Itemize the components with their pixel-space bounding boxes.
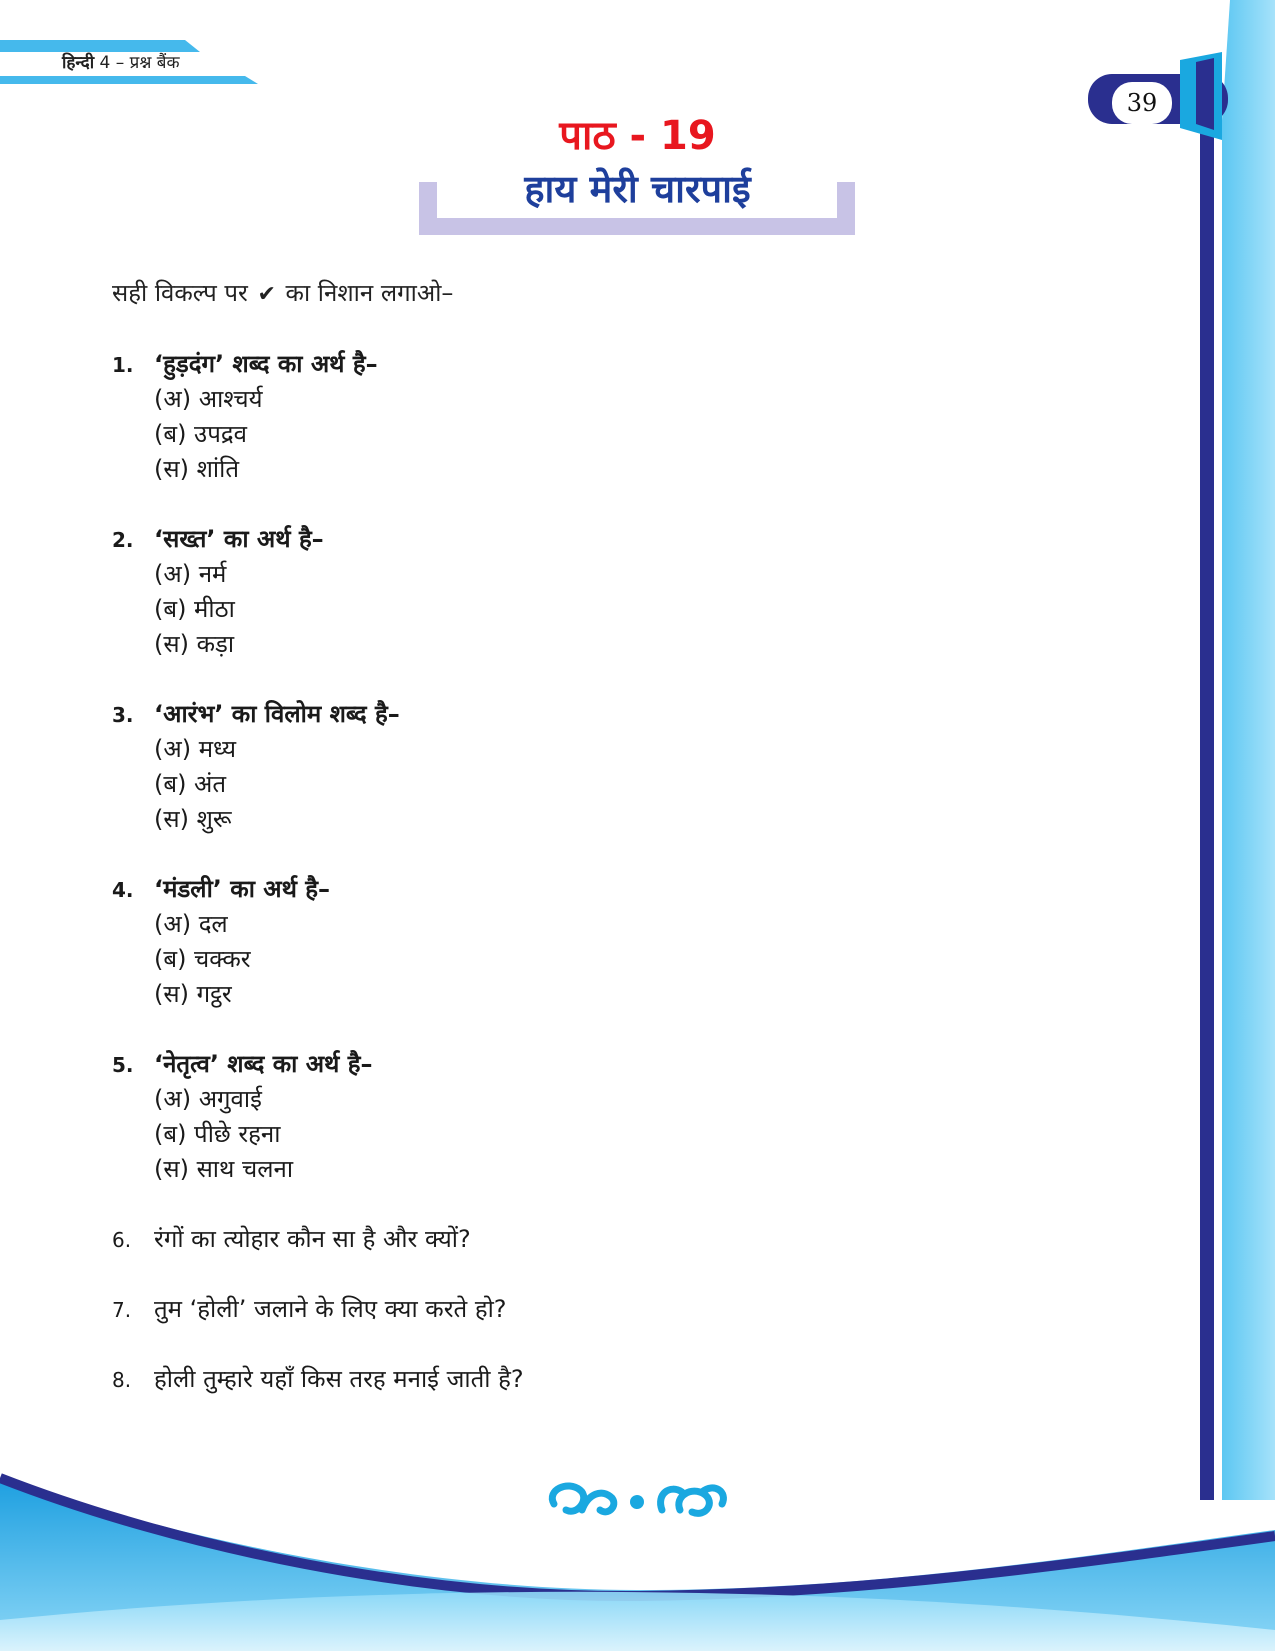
option[interactable]: (अ) दल — [154, 910, 228, 938]
open-question — [112, 1222, 471, 1255]
question-number: 8. — [112, 1368, 132, 1392]
option[interactable]: (स) शुरू — [154, 805, 232, 833]
question-number: 4. — [112, 878, 134, 902]
option[interactable]: (अ) नर्म — [154, 560, 227, 588]
question-text: ‘मंडली’ का अर्थ है– — [154, 875, 331, 903]
decorative-swirl-icon — [542, 1474, 732, 1524]
question-text: ‘नेतृत्व’ शब्द का अर्थ है– — [154, 1050, 373, 1078]
question-text: ‘सख्त’ का अर्थ है– — [154, 525, 324, 553]
mcq-question — [112, 346, 1012, 487]
mcq-question — [112, 871, 1012, 1012]
option[interactable]: (स) साथ चलना — [154, 1155, 294, 1183]
instruction-text-after: का निशान लगाओ– — [285, 279, 454, 307]
page-number: 39 — [1126, 89, 1158, 117]
mcq-question — [112, 696, 1012, 837]
option[interactable]: (अ) मध्य — [154, 735, 236, 763]
option[interactable]: (ब) अंत — [154, 770, 227, 798]
open-question — [112, 1362, 524, 1395]
right-sidebar-stripe — [1200, 0, 1275, 1500]
question-text: ‘आरंभ’ का विलोम शब्द है– — [154, 700, 400, 728]
option[interactable]: (ब) मीठा — [154, 595, 235, 623]
open-question — [112, 1292, 507, 1325]
question-number: 2. — [112, 528, 134, 552]
option[interactable]: (स) कड़ा — [154, 630, 235, 658]
question-number: 6. — [112, 1228, 132, 1252]
question-number: 7. — [112, 1298, 132, 1322]
instruction — [112, 276, 453, 309]
question-text: रंगों का त्योहार कौन सा है और क्यों? — [154, 1225, 471, 1253]
option[interactable]: (अ) आश्चर्य — [154, 385, 263, 413]
question-number: 5. — [112, 1053, 134, 1077]
option[interactable]: (स) शांति — [154, 455, 240, 483]
book-title: हिन्दी — [62, 53, 95, 73]
book-header — [62, 50, 180, 73]
check-icon: ✔ — [257, 282, 276, 307]
lesson-title: हाय मेरी चारपाई — [524, 167, 751, 211]
option[interactable]: (अ) अगुवाई — [154, 1085, 262, 1113]
option[interactable]: (ब) चक्कर — [154, 945, 251, 973]
mcq-question — [112, 1046, 1012, 1187]
book-class: 4 — [99, 53, 111, 73]
question-text: होली तुम्हारे यहाँ किस तरह मनाई जाती है? — [154, 1365, 524, 1393]
mcq-question — [112, 521, 1012, 662]
instruction-text-before: सही विकल्प पर — [112, 279, 248, 307]
question-text: ‘हुड़दंग’ शब्द का अर्थ है– — [154, 350, 378, 378]
lesson-number: पाठ - 19 — [559, 113, 716, 159]
option[interactable]: (ब) पीछे रहना — [154, 1120, 281, 1148]
question-number: 3. — [112, 703, 134, 727]
option[interactable]: (स) गट्ठर — [154, 980, 232, 1008]
question-text: तुम ‘होली’ जलाने के लिए क्या करते हो? — [154, 1295, 507, 1323]
book-subtitle: – प्रश्न बैंक — [115, 53, 180, 73]
option[interactable]: (ब) उपद्रव — [154, 420, 247, 448]
question-number: 1. — [112, 353, 134, 377]
